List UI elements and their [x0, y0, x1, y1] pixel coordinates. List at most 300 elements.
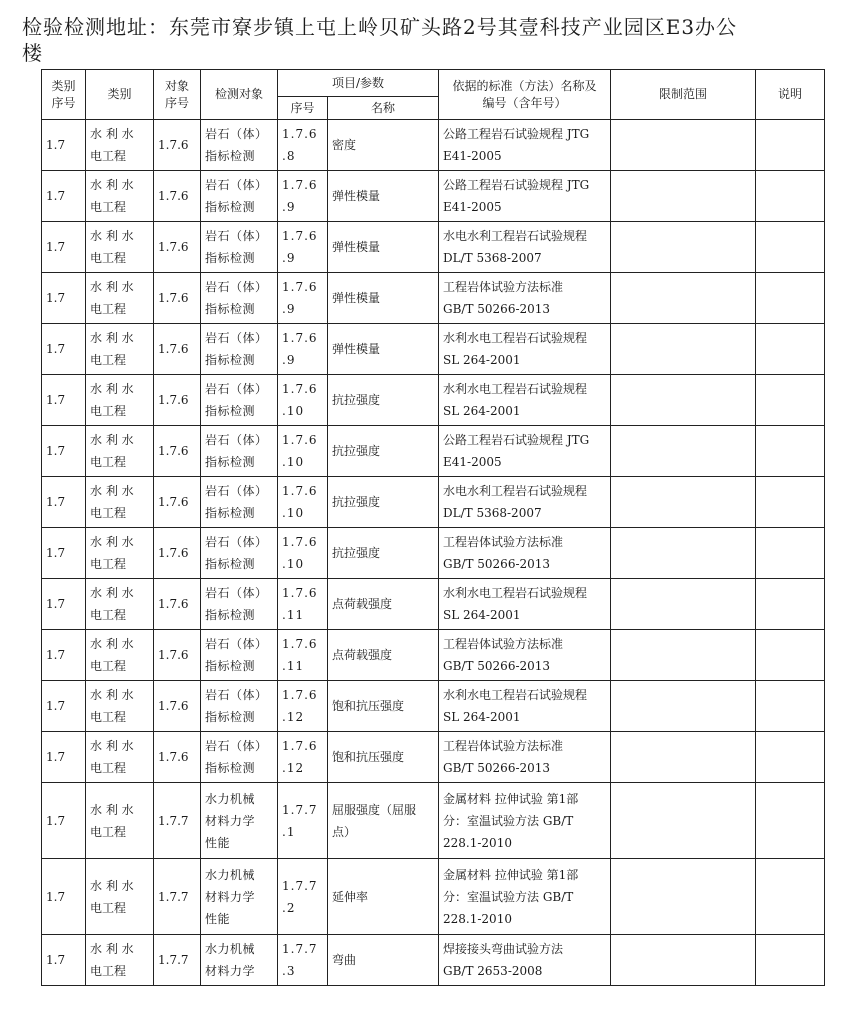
category-cell-line: 电工程	[90, 455, 127, 469]
limit-cell	[611, 120, 756, 171]
standard-cell-line: 水利水电工程岩石试验规程	[443, 688, 588, 702]
item-no-cell-line: .10	[282, 455, 305, 469]
object-cell-line: 岩石（体）	[205, 280, 268, 294]
object-no-cell: 1.7.6	[154, 120, 201, 171]
item-no-cell-line: 1.7.6	[282, 331, 318, 345]
standard-cell	[439, 273, 611, 324]
standard-cell-line: SL 264-2001	[443, 353, 521, 367]
item-name-cell	[328, 681, 439, 732]
category-cell-line: 电工程	[90, 659, 127, 673]
standard-cell-line: DL/T 5368-2007	[443, 251, 542, 265]
standard-cell-line: E41-2005	[443, 149, 502, 163]
standard-cell-line: GB/T 50266-2013	[443, 302, 551, 316]
table-row	[42, 630, 825, 681]
limit-cell	[611, 630, 756, 681]
object-cell	[201, 171, 278, 222]
object-no-cell: 1.7.6	[154, 171, 201, 222]
category-no-cell: 1.7	[42, 528, 86, 579]
object-no-cell: 1.7.7	[154, 859, 201, 935]
note-cell	[756, 681, 825, 732]
object-cell-line: 性能	[205, 835, 231, 850]
standard-cell-line: E41-2005	[443, 455, 502, 469]
limit-cell	[611, 783, 756, 859]
item-no-cell-line: 1.7.7	[282, 942, 318, 956]
category-cell-line: 水 利 水	[90, 280, 134, 294]
item-no-cell-line: 1.7.6	[282, 127, 318, 141]
standard-cell-line: GB/T 50266-2013	[443, 761, 551, 775]
item-no-cell	[278, 426, 328, 477]
object-cell-line: 指标检测	[205, 761, 256, 775]
header-standard: 依据的标准（方法）名称及 编号（含年号）	[439, 70, 611, 120]
limit-cell	[611, 859, 756, 935]
object-cell-line: 指标检测	[205, 506, 256, 520]
item-no-cell-line: 1.7.7	[282, 802, 318, 817]
item-name-cell	[328, 222, 439, 273]
item-no-cell-line: 1.7.6	[282, 586, 318, 600]
item-no-cell-line: .11	[282, 659, 305, 673]
category-no-cell: 1.7	[42, 477, 86, 528]
category-no-cell: 1.7	[42, 222, 86, 273]
standard-cell-line: E41-2005	[443, 200, 502, 214]
object-no-cell: 1.7.6	[154, 630, 201, 681]
category-cell-line: 水 利 水	[90, 586, 134, 600]
table-body	[42, 120, 825, 986]
item-no-cell	[278, 273, 328, 324]
category-cell	[86, 783, 154, 859]
standard-cell-line: 水利水电工程岩石试验规程	[443, 331, 588, 345]
object-cell-line: 材料力学	[205, 813, 256, 828]
item-name-cell	[328, 859, 439, 935]
item-name-cell-line: 饱和抗压强度	[332, 750, 405, 764]
category-cell	[86, 222, 154, 273]
table-row	[42, 732, 825, 783]
note-cell	[756, 859, 825, 935]
item-no-cell	[278, 630, 328, 681]
object-cell	[201, 630, 278, 681]
table-row	[42, 579, 825, 630]
standard-cell-line: 公路工程岩石试验规程 JTG	[443, 433, 590, 447]
note-cell	[756, 528, 825, 579]
category-no-cell: 1.7	[42, 681, 86, 732]
table-row	[42, 859, 825, 935]
object-no-cell: 1.7.6	[154, 579, 201, 630]
standard-cell-line: 焊接接头弯曲试验方法	[443, 942, 564, 956]
item-no-cell	[278, 477, 328, 528]
standard-cell-line: 工程岩体试验方法标准	[443, 739, 564, 753]
item-no-cell-line: .2	[282, 900, 296, 915]
table-row	[42, 171, 825, 222]
item-name-cell	[328, 375, 439, 426]
object-cell-line: 指标检测	[205, 200, 256, 214]
page-title	[22, 14, 822, 66]
item-no-cell-line: 1.7.6	[282, 433, 318, 447]
category-cell	[86, 426, 154, 477]
category-no-cell: 1.7	[42, 935, 86, 986]
item-no-cell-line: 1.7.6	[282, 229, 318, 243]
standard-cell-line: 工程岩体试验方法标准	[443, 637, 564, 651]
item-no-cell-line: .12	[282, 761, 305, 775]
standard-cell	[439, 935, 611, 986]
object-cell-line: 材料力学	[205, 964, 256, 978]
category-cell-line: 水 利 水	[90, 535, 134, 549]
standard-cell	[439, 477, 611, 528]
standard-cell-line: GB/T 2653-2008	[443, 964, 543, 978]
object-cell-line: 指标检测	[205, 353, 256, 367]
item-name-cell	[328, 579, 439, 630]
category-cell-line: 水 利 水	[90, 688, 134, 702]
header-object-no: 对象 序号	[154, 70, 201, 120]
table-row	[42, 324, 825, 375]
object-no-cell: 1.7.6	[154, 273, 201, 324]
limit-cell	[611, 273, 756, 324]
object-no-cell: 1.7.6	[154, 375, 201, 426]
note-cell	[756, 375, 825, 426]
header-item-group: 项目/参数	[278, 70, 439, 97]
item-name-cell-line: 点荷载强度	[332, 648, 393, 662]
limit-cell	[611, 477, 756, 528]
standard-cell	[439, 732, 611, 783]
object-cell-line: 指标检测	[205, 455, 256, 469]
limit-cell	[611, 375, 756, 426]
object-cell-line: 材料力学	[205, 889, 256, 904]
standard-cell	[439, 222, 611, 273]
object-cell	[201, 528, 278, 579]
standard-cell-line: 水利水电工程岩石试验规程	[443, 586, 588, 600]
object-cell-line: 指标检测	[205, 302, 256, 316]
object-cell-line: 岩石（体）	[205, 433, 268, 447]
note-cell	[756, 426, 825, 477]
category-cell	[86, 324, 154, 375]
category-no-cell: 1.7	[42, 375, 86, 426]
object-cell-line: 指标检测	[205, 251, 256, 265]
standard-cell-line: 228.1-2010	[443, 911, 512, 926]
item-name-cell	[328, 477, 439, 528]
object-cell-line: 指标检测	[205, 557, 256, 571]
standard-cell-line: 228.1-2010	[443, 835, 512, 850]
item-no-cell	[278, 375, 328, 426]
category-cell-line: 水 利 水	[90, 178, 134, 192]
object-cell	[201, 120, 278, 171]
object-cell	[201, 477, 278, 528]
category-cell-line: 电工程	[90, 506, 127, 520]
item-name-cell	[328, 528, 439, 579]
category-cell-line: 水 利 水	[90, 878, 134, 893]
table-row	[42, 477, 825, 528]
item-no-cell	[278, 120, 328, 171]
category-cell	[86, 935, 154, 986]
table-header	[42, 70, 825, 120]
item-no-cell-line: 1.7.6	[282, 484, 318, 498]
category-cell-line: 电工程	[90, 824, 127, 839]
standard-cell-line: SL 264-2001	[443, 404, 521, 418]
category-cell	[86, 120, 154, 171]
object-cell	[201, 324, 278, 375]
object-no-cell: 1.7.6	[154, 426, 201, 477]
object-cell-line: 指标检测	[205, 149, 256, 163]
object-cell	[201, 273, 278, 324]
object-cell-line: 岩石（体）	[205, 127, 268, 141]
category-cell-line: 电工程	[90, 557, 127, 571]
item-name-cell-line: 屈服强度（屈服	[332, 802, 417, 817]
item-no-cell-line: 1.7.6	[282, 280, 318, 294]
category-cell-line: 电工程	[90, 251, 127, 265]
item-no-cell-line: .10	[282, 506, 305, 520]
category-cell-line: 电工程	[90, 404, 127, 418]
standard-cell-line: GB/T 50266-2013	[443, 659, 551, 673]
standard-cell	[439, 375, 611, 426]
item-no-cell-line: .9	[282, 200, 296, 214]
category-no-cell: 1.7	[42, 426, 86, 477]
item-name-cell-line: 延伸率	[332, 889, 369, 904]
item-name-cell-line: 点荷载强度	[332, 597, 393, 611]
category-cell-line: 电工程	[90, 608, 127, 622]
item-no-cell	[278, 579, 328, 630]
standard-cell-line: 水电水利工程岩石试验规程	[443, 229, 588, 243]
category-no-cell: 1.7	[42, 732, 86, 783]
item-name-cell	[328, 171, 439, 222]
item-name-cell-line: 弹性模量	[332, 189, 381, 203]
category-no-cell: 1.7	[42, 273, 86, 324]
item-no-cell	[278, 171, 328, 222]
table-row	[42, 120, 825, 171]
object-cell-line: 指标检测	[205, 659, 256, 673]
object-cell	[201, 935, 278, 986]
limit-cell	[611, 171, 756, 222]
object-cell-line: 岩石（体）	[205, 382, 268, 396]
category-no-cell: 1.7	[42, 783, 86, 859]
category-cell	[86, 273, 154, 324]
note-cell	[756, 935, 825, 986]
standard-cell	[439, 579, 611, 630]
item-no-cell-line: 1.7.6	[282, 178, 318, 192]
category-cell-line: 水 利 水	[90, 637, 134, 651]
object-cell-line: 岩石（体）	[205, 484, 268, 498]
item-name-cell-line: 密度	[332, 138, 357, 152]
category-cell-line: 电工程	[90, 900, 127, 915]
object-cell	[201, 859, 278, 935]
note-cell	[756, 222, 825, 273]
standard-cell	[439, 859, 611, 935]
object-no-cell: 1.7.6	[154, 681, 201, 732]
item-no-cell-line: .12	[282, 710, 305, 724]
item-no-cell-line: 1.7.6	[282, 637, 318, 651]
object-no-cell: 1.7.6	[154, 324, 201, 375]
item-name-cell-line: 弹性模量	[332, 342, 381, 356]
object-cell-line: 岩石（体）	[205, 586, 268, 600]
object-no-cell: 1.7.6	[154, 222, 201, 273]
standard-cell	[439, 681, 611, 732]
item-no-cell-line: .10	[282, 404, 305, 418]
item-name-cell-line: 点）	[332, 824, 357, 839]
category-cell-line: 水 利 水	[90, 942, 134, 956]
item-no-cell	[278, 859, 328, 935]
item-name-cell-line: 抗拉强度	[332, 444, 381, 458]
object-cell-line: 水力机械	[205, 867, 256, 882]
note-cell	[756, 579, 825, 630]
standard-cell-line: SL 264-2001	[443, 608, 521, 622]
note-cell	[756, 732, 825, 783]
header-item-no: 序号	[278, 97, 328, 120]
object-cell	[201, 681, 278, 732]
standard-cell	[439, 426, 611, 477]
object-cell-line: 水力机械	[205, 791, 256, 806]
item-no-cell	[278, 935, 328, 986]
item-no-cell-line: 1.7.7	[282, 878, 318, 893]
capability-table	[41, 69, 825, 986]
table-row	[42, 222, 825, 273]
object-cell	[201, 732, 278, 783]
object-no-cell: 1.7.6	[154, 528, 201, 579]
standard-cell	[439, 630, 611, 681]
category-cell	[86, 579, 154, 630]
item-no-cell-line: .3	[282, 964, 296, 978]
item-name-cell	[328, 426, 439, 477]
standard-cell-line: 分：室温试验方法 GB/T	[443, 813, 574, 828]
standard-cell	[439, 783, 611, 859]
item-name-cell	[328, 732, 439, 783]
category-cell-line: 水 利 水	[90, 433, 134, 447]
header-object: 检测对象	[201, 70, 278, 120]
category-cell	[86, 375, 154, 426]
object-cell-line: 性能	[205, 911, 231, 926]
standard-cell-line: DL/T 5368-2007	[443, 506, 542, 520]
category-cell-line: 电工程	[90, 200, 127, 214]
item-name-cell-line: 抗拉强度	[332, 495, 381, 509]
standard-cell	[439, 528, 611, 579]
table-row	[42, 935, 825, 986]
object-cell-line: 岩石（体）	[205, 229, 268, 243]
category-cell-line: 电工程	[90, 964, 127, 978]
object-no-cell: 1.7.6	[154, 477, 201, 528]
standard-cell	[439, 171, 611, 222]
item-name-cell	[328, 630, 439, 681]
item-no-cell	[278, 324, 328, 375]
note-cell	[756, 171, 825, 222]
category-cell-line: 水 利 水	[90, 739, 134, 753]
standard-cell-line: 金属材料 拉伸试验 第1部	[443, 867, 579, 882]
item-no-cell-line: .9	[282, 302, 296, 316]
object-no-cell: 1.7.6	[154, 732, 201, 783]
category-cell	[86, 630, 154, 681]
item-name-cell-line: 抗拉强度	[332, 393, 381, 407]
item-no-cell	[278, 783, 328, 859]
note-cell	[756, 477, 825, 528]
object-cell	[201, 375, 278, 426]
item-no-cell-line: .10	[282, 557, 305, 571]
item-no-cell-line: .9	[282, 251, 296, 265]
item-no-cell-line: .9	[282, 353, 296, 367]
category-no-cell: 1.7	[42, 859, 86, 935]
item-name-cell	[328, 783, 439, 859]
note-cell	[756, 273, 825, 324]
object-cell-line: 指标检测	[205, 404, 256, 418]
category-no-cell: 1.7	[42, 630, 86, 681]
limit-cell	[611, 681, 756, 732]
item-no-cell-line: .11	[282, 608, 305, 622]
category-cell-line: 水 利 水	[90, 229, 134, 243]
table-row	[42, 375, 825, 426]
header-limit: 限制范围	[611, 70, 756, 120]
item-no-cell-line: 1.7.6	[282, 688, 318, 702]
table-row	[42, 426, 825, 477]
limit-cell	[611, 935, 756, 986]
category-cell-line: 电工程	[90, 761, 127, 775]
category-cell	[86, 528, 154, 579]
item-no-cell-line: .1	[282, 824, 296, 839]
item-name-cell-line: 弯曲	[332, 953, 357, 967]
object-cell-line: 指标检测	[205, 710, 256, 724]
limit-cell	[611, 426, 756, 477]
header-category: 类别	[86, 70, 154, 120]
standard-cell-line: SL 264-2001	[443, 710, 521, 724]
category-cell-line: 水 利 水	[90, 484, 134, 498]
item-no-cell	[278, 681, 328, 732]
header-note: 说明	[756, 70, 825, 120]
note-cell	[756, 783, 825, 859]
object-cell	[201, 426, 278, 477]
category-cell	[86, 681, 154, 732]
category-no-cell: 1.7	[42, 324, 86, 375]
standard-cell	[439, 324, 611, 375]
category-cell	[86, 859, 154, 935]
note-cell	[756, 324, 825, 375]
limit-cell	[611, 732, 756, 783]
standard-cell-line: 金属材料 拉伸试验 第1部	[443, 791, 579, 806]
object-cell-line: 岩石（体）	[205, 637, 268, 651]
item-name-cell-line: 抗拉强度	[332, 546, 381, 560]
table-row	[42, 681, 825, 732]
object-cell-line: 指标检测	[205, 608, 256, 622]
limit-cell	[611, 579, 756, 630]
category-cell-line: 水 利 水	[90, 127, 134, 141]
object-cell	[201, 222, 278, 273]
title-line-1: 检验检测地址：东莞市寮步镇上屯上岭贝矿头路2号其壹科技产业园区E3办公	[22, 15, 738, 39]
category-no-cell: 1.7	[42, 579, 86, 630]
category-cell-line: 电工程	[90, 710, 127, 724]
category-cell-line: 水 利 水	[90, 802, 134, 817]
object-cell-line: 岩石（体）	[205, 535, 268, 549]
category-cell-line: 水 利 水	[90, 331, 134, 345]
item-no-cell-line: 1.7.6	[282, 535, 318, 549]
note-cell	[756, 630, 825, 681]
item-name-cell-line: 弹性模量	[332, 240, 381, 254]
item-no-cell-line: .8	[282, 149, 296, 163]
object-cell-line: 岩石（体）	[205, 688, 268, 702]
object-no-cell: 1.7.7	[154, 783, 201, 859]
standard-cell-line: 分：室温试验方法 GB/T	[443, 889, 574, 904]
item-no-cell	[278, 528, 328, 579]
item-name-cell	[328, 120, 439, 171]
item-no-cell	[278, 732, 328, 783]
item-no-cell	[278, 222, 328, 273]
object-cell-line: 水力机械	[205, 942, 256, 956]
standard-cell	[439, 120, 611, 171]
object-cell	[201, 783, 278, 859]
item-name-cell-line: 弹性模量	[332, 291, 381, 305]
limit-cell	[611, 324, 756, 375]
table-row	[42, 528, 825, 579]
standard-cell-line: 水电水利工程岩石试验规程	[443, 484, 588, 498]
item-no-cell-line: 1.7.6	[282, 382, 318, 396]
object-cell-line: 岩石（体）	[205, 739, 268, 753]
table-row	[42, 783, 825, 859]
item-name-cell	[328, 324, 439, 375]
category-cell	[86, 477, 154, 528]
standard-cell-line: 工程岩体试验方法标准	[443, 535, 564, 549]
category-cell-line: 电工程	[90, 149, 127, 163]
category-cell-line: 电工程	[90, 353, 127, 367]
item-no-cell-line: 1.7.6	[282, 739, 318, 753]
